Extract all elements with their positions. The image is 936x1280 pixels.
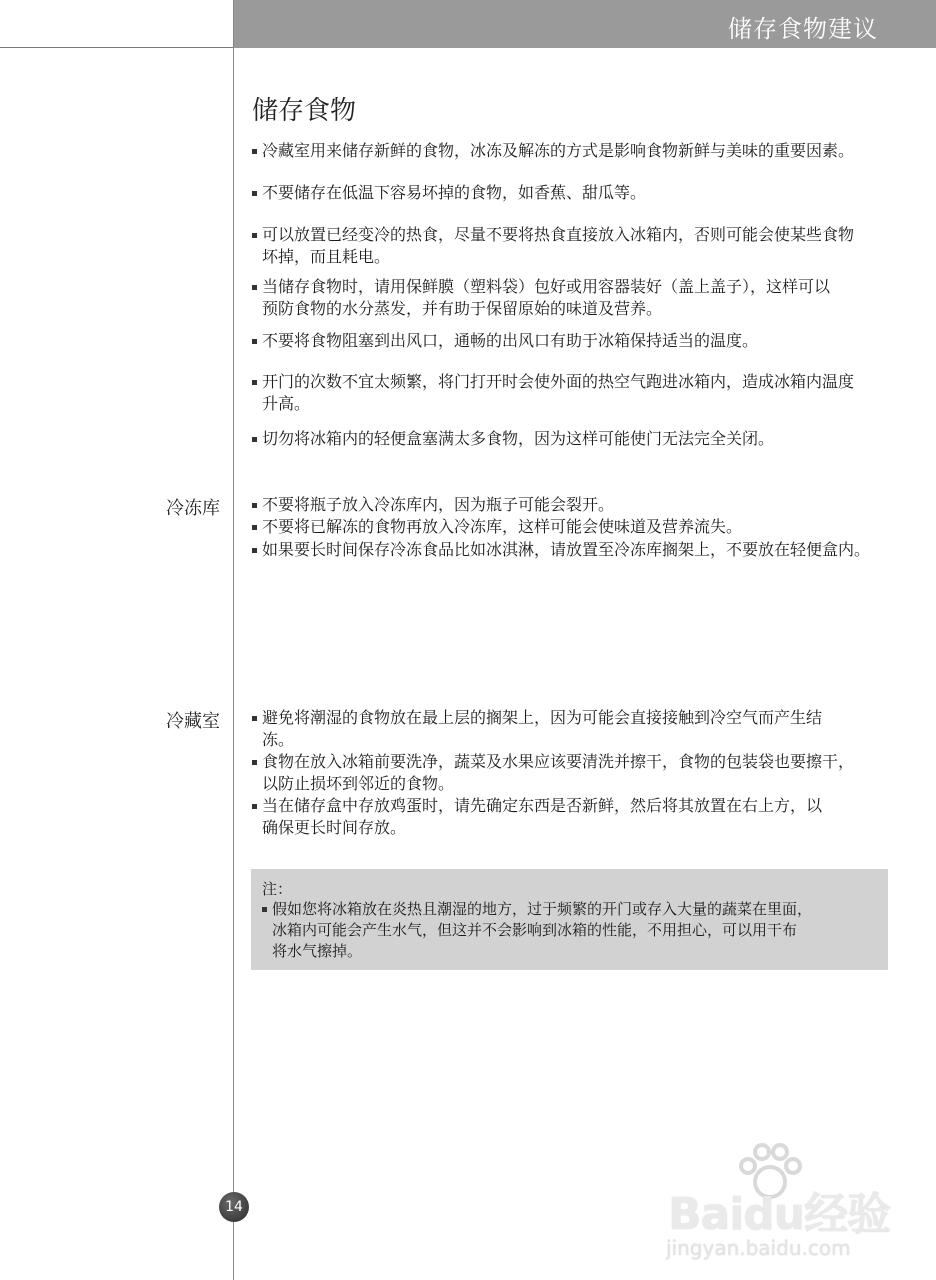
list-item: 开门的次数不宜太频繁，将门打开时会使外面的热空气跑进冰箱内，造成冰箱内温度 升高。 [262,372,855,413]
note-item: 假如您将冰箱放在炎热且潮湿的地方，过于频繁的开门或存入大量的蔬菜在里面， 冰箱内可能会产生水气，但这并不会影响到冰箱的性能，不用担心，可以用干布 将水气擦掉。 [272,899,872,962]
list-item: 不要将已解冻的食物再放入冷冻库，这样可能会使味道及营养流失。 [262,517,743,536]
note-label: 注： [262,880,293,898]
top-rule [0,47,234,48]
list-item: 食物在放入冰箱前要洗净，蔬菜及水果应该要清洗并擦干，食物的包装袋也要擦干， 以防止损坏到邻近的食物。 [262,752,855,793]
fridge-label: 冷藏室 [166,711,220,732]
page-title: 储存食物 [252,96,357,126]
list-item: 不要将食物阻塞到出风口，通畅的出风口有助于冰箱保持适当的温度。 [262,331,759,350]
list-item: 避免将潮湿的食物放在最上层的搁架上，因为可能会直接接触到冷空气而产生结 冻。 [262,708,823,749]
watermark-logo: Baidu经验 [668,1189,891,1240]
watermark-url: jingyan.baidu.com [666,1236,851,1260]
header-bar [234,0,936,48]
header-title: 储存食物建议 [728,15,878,43]
list-item: 不要储存在低温下容易坏掉的食物，如香蕉、甜瓜等。 [262,183,647,202]
baidu-watermark [660,1140,900,1270]
freezer-label: 冷冻库 [166,498,220,519]
list-item: 可以放置已经变冷的热食，尽量不要将热食直接放入冰箱内，否则可能会使某些食物 坏掉，而且耗电。 [262,225,855,266]
list-item: 冷藏室用来储存新鲜的食物，冰冻及解冻的方式是影响食物新鲜与美味的重要因素。 [262,141,855,160]
list-item: 当储存食物时，请用保鲜膜（塑料袋）包好或用容器装好（盖上盖子），这样可以 预防食物的水分蒸发，并有助于保留原始的味道及营养。 [262,277,831,318]
vertical-divider [233,0,234,1280]
list-item: 切勿将冰箱内的轻便盒塞满太多食物，因为这样可能使门无法完全关闭。 [262,429,775,448]
page-number: 14 [219,1192,249,1222]
list-item: 如果要长时间保存冷冻食品比如冰淇淋，请放置至冷冻库搁架上，不要放在轻便盒内。 [262,540,871,559]
list-item: 当在储存盒中存放鸡蛋时，请先确定东西是否新鲜，然后将其放置在右上方，以 确保更长时间存放。 [262,796,823,837]
list-item: 不要将瓶子放入冷冻库内，因为瓶子可能会裂开。 [262,495,615,514]
